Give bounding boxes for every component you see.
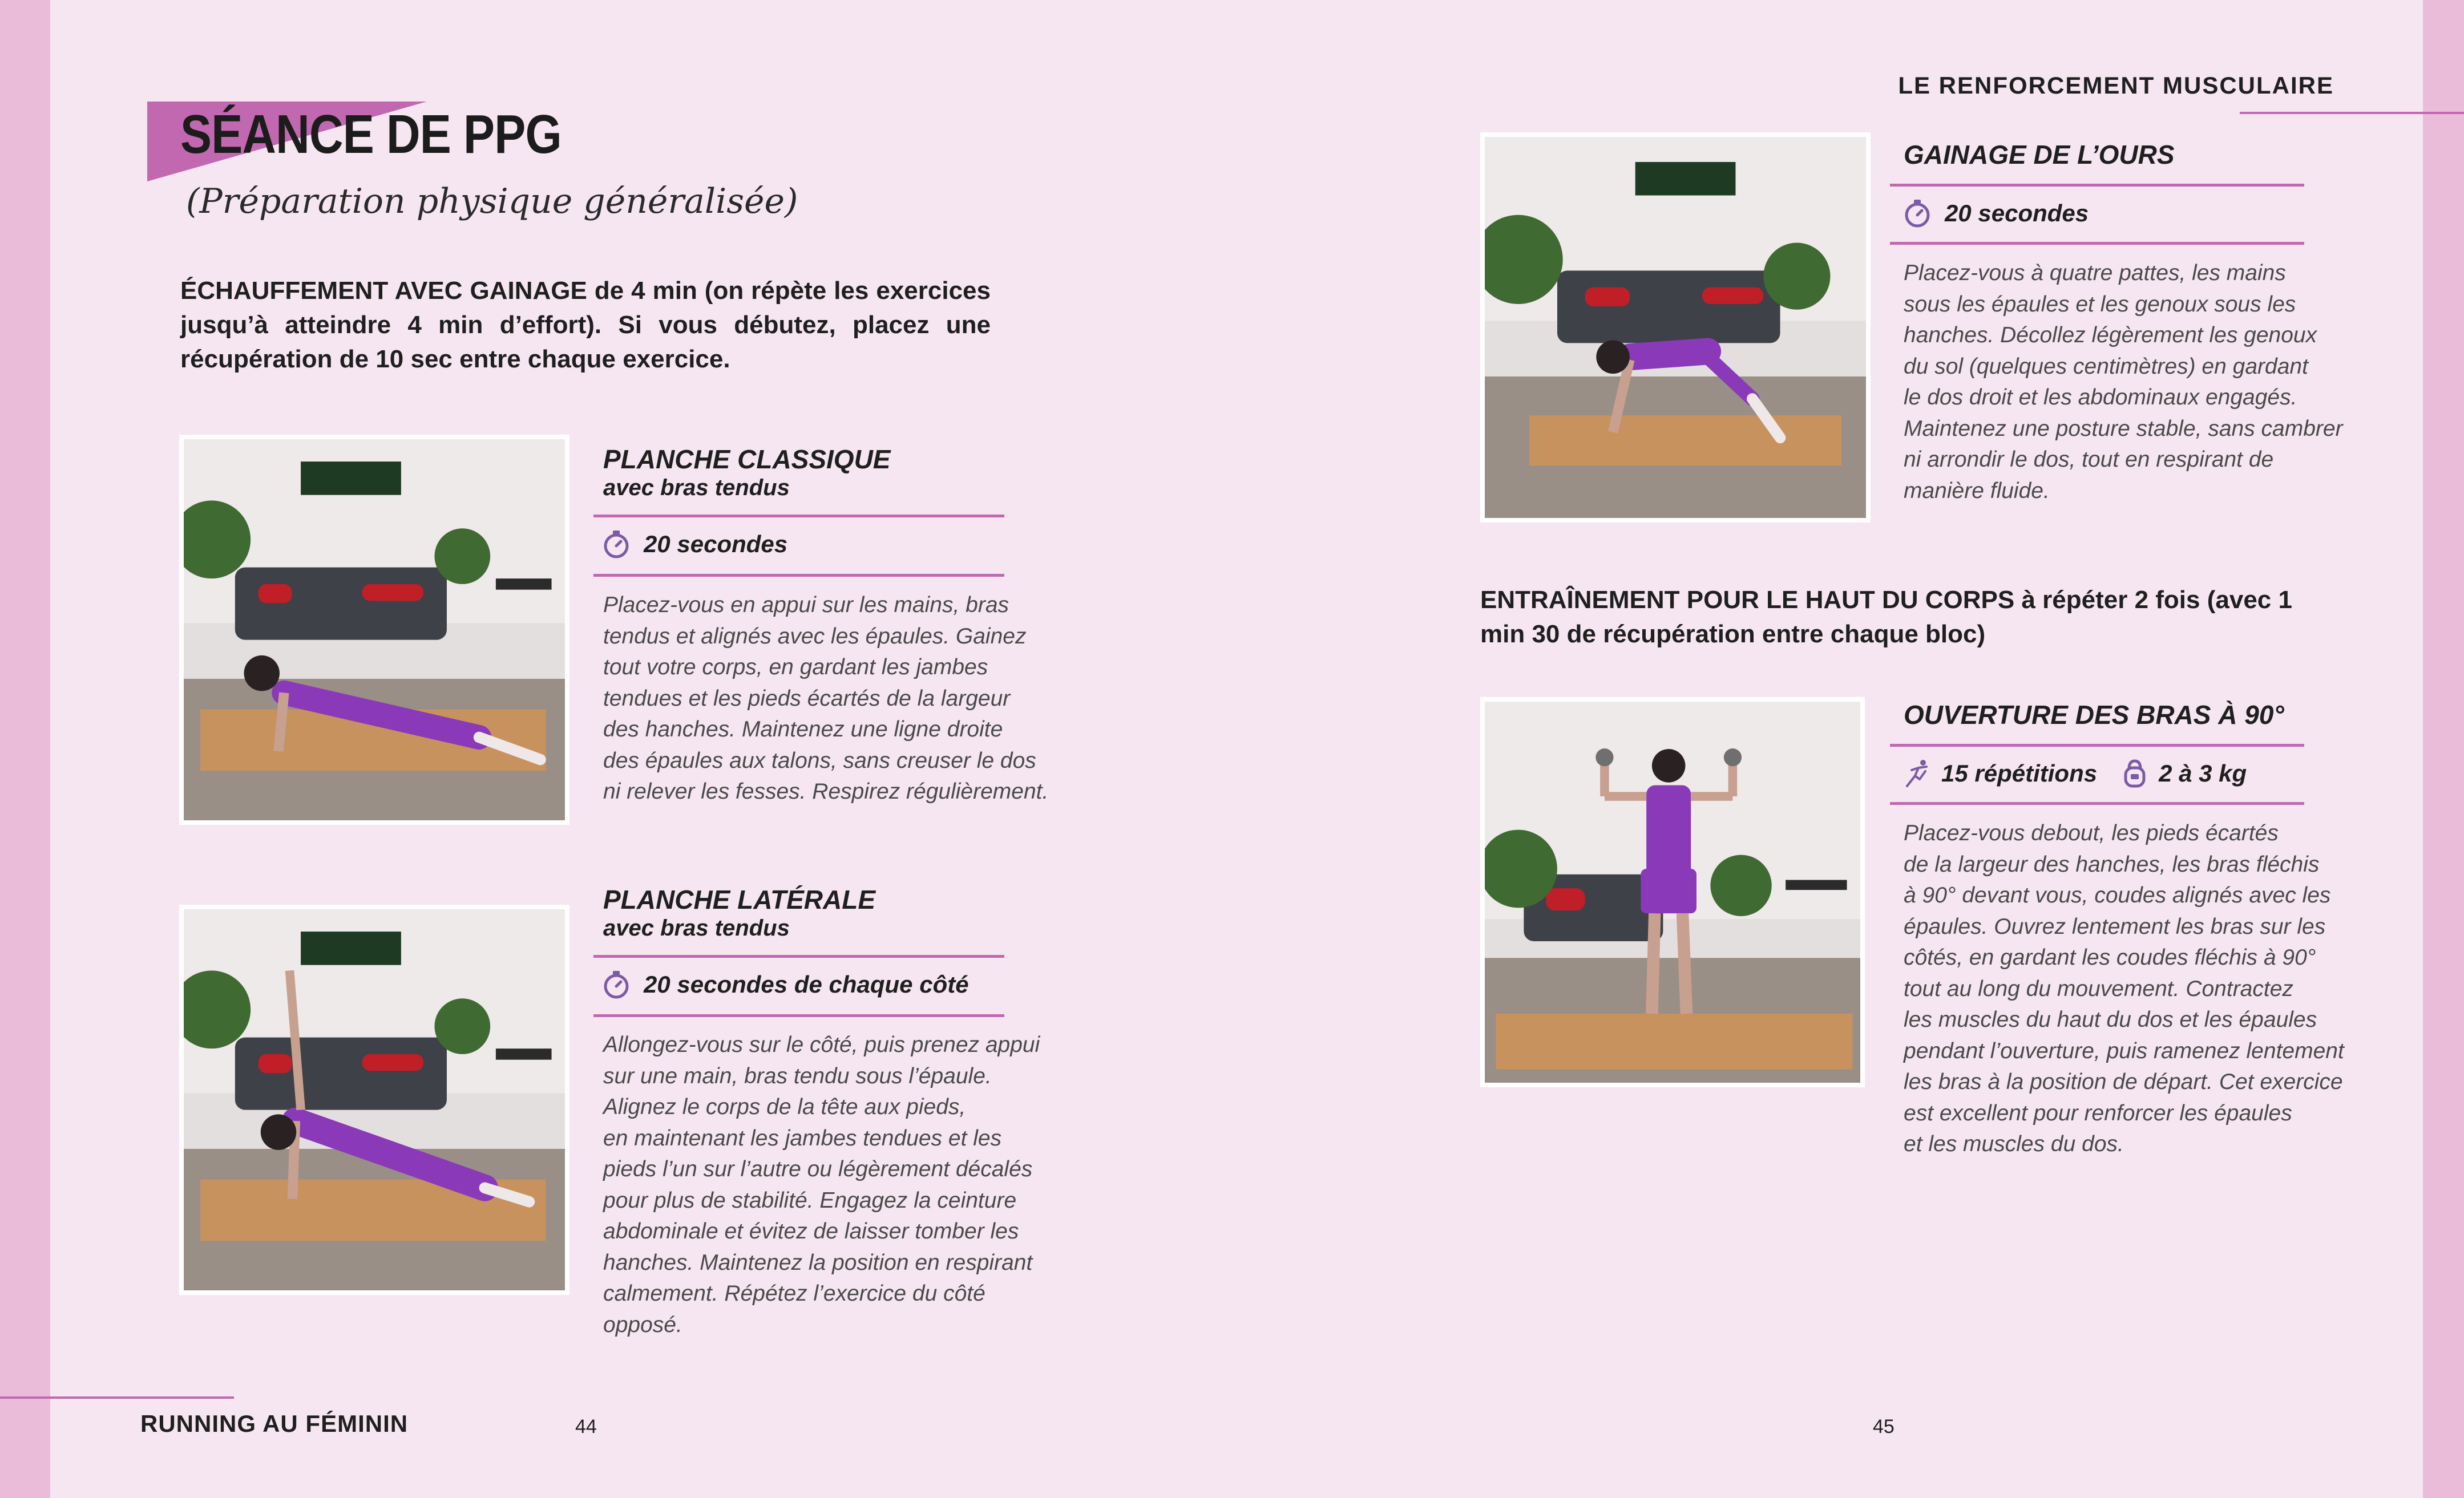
section-text: à répéter 2 fois (avec 1 min 30 de récupération entre chaque bloc) [1480,586,2292,648]
exercise-title: PLANCHE CLASSIQUE [603,444,891,474]
left-edge-band [0,0,50,1498]
intro-lead: ÉCHAUFFEMENT AVEC GAINAGE [180,277,587,305]
exercise-duration: 20 secondes [644,531,788,557]
exercise-rule-bottom [1890,802,2304,805]
stopwatch-icon [601,529,631,559]
exercise-description: Placez-vous en appui sur les mains, bras tendus et alignés avec les épaules. Gainez tout votre corps, en gardant les jambes tendues et les pieds écartés de la largeur des hanches. Maintenez une ligne droite des épaules aux talons, sans creuser le dos ni relever les fesses. Respirez régulièrement. [603,593,1049,804]
header-rule [2240,112,2464,114]
exercise-rule-top [593,955,1004,958]
section-heading [1480,583,2302,651]
exercise-title: PLANCHE LATÉRALE [603,885,876,914]
footer-rule [0,1396,234,1399]
exercise-rule-bottom [1890,242,2304,245]
exercise-rule-bottom [593,1014,1004,1017]
exercise-rule-top [593,515,1004,517]
page-title: SÉANCE DE PPG [180,104,562,165]
intro-text: de 4 min (on répète les exercices jusqu’à atteindre 4 min d’effort). Si vous débutez, placez une récupération de 10 sec entre chaque exercice. [180,277,991,373]
exercise-description: Placez-vous debout, les pieds écartés de la largeur des hanches, les bras fléchis à 90° devant vous, coudes alignés avec les épaules. Ouvrez lentement les bras sur les côtés, en gardant les coudes fléchis à 90° tout au long du mouvement. Contractez les muscles du haut du dos et les épaules pendant l’ouverture, puis ramenez lentement les bras à la position de départ. Cet exercice est excellent pour renforcer les épaules et les muscles du dos. [1904,821,2344,1156]
page-subtitle: (Préparation physique généralisée) [186,181,798,221]
exercise-meta [1902,759,2269,788]
kettlebell-icon [2120,759,2150,788]
exercise-subtitle: avec bras tendus [603,475,790,500]
exercise-description: Allongez-vous sur le côté, puis prenez appui sur une main, bras tendu sous l’épaule. Alignez le corps de la tête aux pieds, en maintenant les jambes tendues et les pieds l’un sur l’autre ou légèrement décalés pour plus de stabilité. Engagez la ceinture abdominale et évitez de laisser tomber les hanches. Maintenez la position en respirant calmement. Répétez l’exercice du côté opposé. [603,1033,1040,1337]
exercise-meta [601,970,992,999]
exercise-photo-side-plank [179,905,569,1295]
right-edge-band [2423,0,2464,1498]
section-lead: ENTRAÎNEMENT POUR LE HAUT DU CORPS [1480,586,2015,614]
exercise-title: GAINAGE DE L’OURS [1904,140,2175,169]
exercise-rule-bottom [593,574,1004,577]
exercise-photo-arm-opening [1480,697,1865,1087]
exercise-duration: 20 secondes [1945,200,2089,226]
exercise-photo-plank [179,435,569,825]
exercise-duration: 20 secondes de chaque côté [644,971,969,998]
exercise-title: OUVERTURE DES BRAS À 90° [1904,700,2284,730]
exercise-rule-top [1890,184,2304,187]
exercise-description: Placez-vous à quatre pattes, les mains sous les épaules et les genoux sous les hanches. Décollez légèrement les genoux du sol (quelques centimètres) en gardant le dos droit et les abdominaux engagés. Maintenez une posture stable, sans cambrer ni arrondir le dos, tout en respirant de manière fluide. [1904,261,2343,503]
exercise-meta [601,529,810,559]
exercise-meta [1902,199,2111,228]
runner-icon [1902,759,1932,788]
stopwatch-icon [601,970,631,999]
intro-paragraph [180,274,991,376]
book-title: RUNNING AU FÉMININ [140,1410,409,1437]
exercise-weight: 2 à 3 kg [2159,760,2247,787]
chapter-header: LE RENFORCEMENT MUSCULAIRE [1898,72,2334,99]
page-number-left: 44 [575,1416,597,1438]
exercise-rule-top [1890,744,2304,747]
stopwatch-icon [1902,199,1932,228]
exercise-photo-bear-plank [1480,132,1871,523]
exercise-subtitle: avec bras tendus [603,916,790,941]
exercise-repetitions: 15 répétitions [1941,760,2098,787]
page-number-right: 45 [1873,1416,1895,1438]
